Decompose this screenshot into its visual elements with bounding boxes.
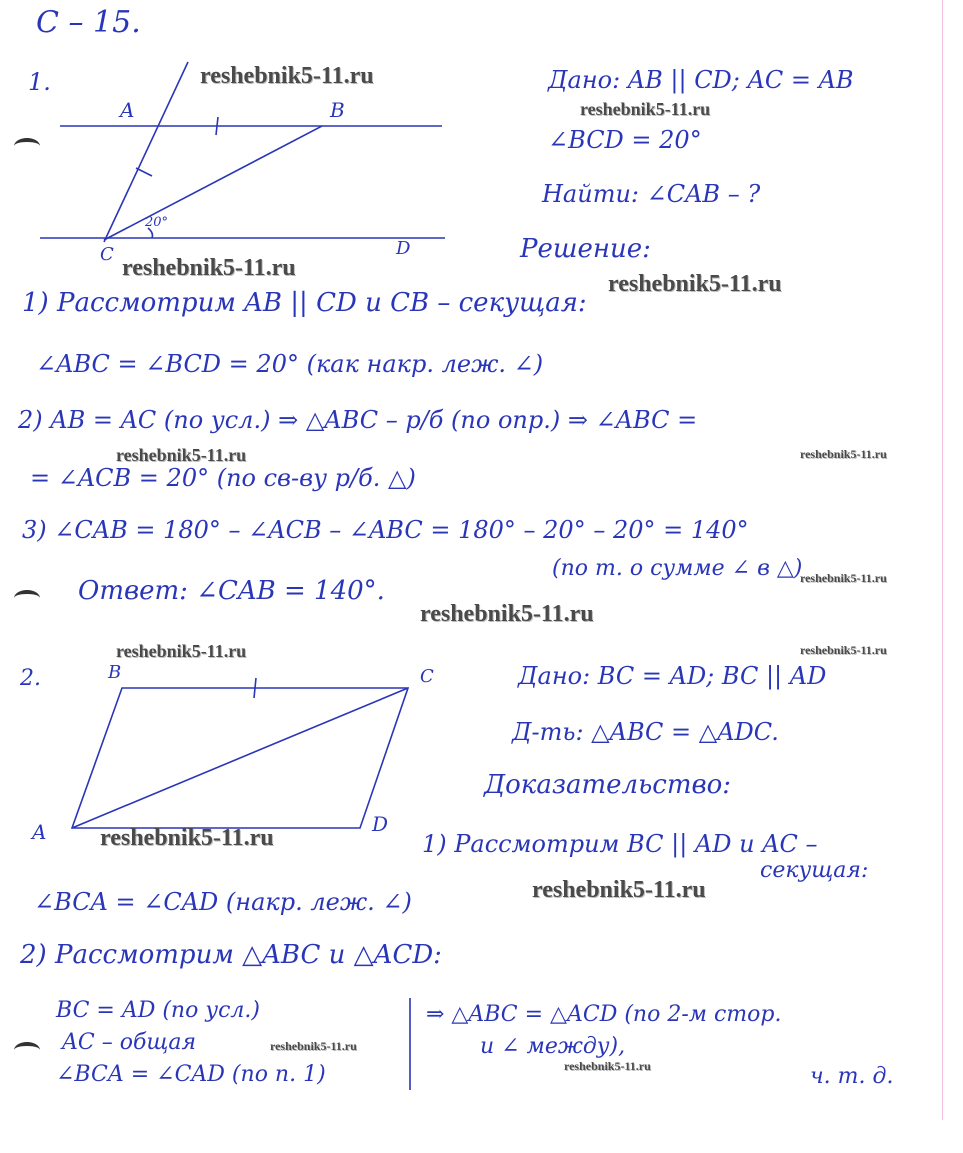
problem2-prove: Д-ть: △ABC = △ADC. [512, 718, 779, 746]
problem2-proof-heading: Доказательство: [484, 770, 732, 800]
problem1-number: 1. [28, 68, 51, 96]
problem2-qed: ч. т. д. [810, 1064, 894, 1089]
watermark: reshebnik5-11.ru [532, 877, 706, 903]
watermark: reshebnik5-11.ru [420, 601, 594, 627]
problem2-step1: 1) Рассмотрим BC || AD и AC – [422, 830, 818, 858]
point-label-d2: D [372, 812, 389, 836]
problem1-given-line2: ∠BCD = 20° [548, 126, 702, 154]
point-label-c: C [100, 244, 114, 265]
watermark: reshebnik5-11.ru [580, 99, 711, 119]
point-label-c2: C [420, 666, 434, 687]
watermark: reshebnik5-11.ru [800, 571, 887, 585]
watermark: reshebnik5-11.ru [800, 643, 887, 657]
watermark: reshebnik5-11.ru [564, 1059, 651, 1073]
page-title: С – 15. [36, 5, 141, 40]
problem1-step2-cont: = ∠ACB = 20° (по св-ву р/б. △) [30, 464, 416, 492]
problem2-condition1: BC = AD (по усл.) [56, 998, 261, 1023]
problem2-condition3: ∠BCA = ∠CAD (по п. 1) [56, 1062, 326, 1087]
problem1-step1: 1) Рассмотрим AB || CD и CB – секущая: [22, 288, 587, 318]
problem2-step1-result: ∠BCA = ∠CAD (накр. леж. ∠) [34, 888, 412, 916]
point-label-d: D [396, 238, 411, 259]
problem2-step2: 2) Рассмотрим △ABC и △ACD: [20, 940, 442, 970]
angle-label: 20° [145, 215, 169, 230]
watermark: reshebnik5-11.ru [270, 1039, 357, 1053]
problem1-step2: 2) AB = AC (по усл.) ⇒ △ABC – р/б (по опр.) ⇒ ∠ABC = [18, 406, 698, 434]
watermark: reshebnik5-11.ru [116, 641, 247, 661]
watermark: reshebnik5-11.ru [608, 271, 782, 297]
problem1-find: Найти: ∠CAB – ? [542, 180, 761, 208]
problem2-conclusion-line1: ⇒ △ABC = △ACD (по 2-м стор. [426, 1002, 782, 1027]
problem1-step1-result: ∠ABC = ∠BCD = 20° (как накр. леж. ∠) [36, 350, 544, 378]
problem1-step3: 3) ∠CAB = 180° – ∠ACB – ∠ABC = 180° – 20° – 20° = 140° [22, 516, 749, 544]
point-label-a2: A [32, 820, 47, 844]
tick-ac [136, 168, 152, 176]
diagonal-ac [72, 688, 408, 828]
problem1-solution-heading: Решение: [520, 234, 651, 264]
tick-bc [254, 678, 256, 698]
problem2-conclusion-line2: и ∠ между), [480, 1034, 626, 1059]
watermark: reshebnik5-11.ru [116, 445, 247, 465]
point-label-b: B [330, 98, 345, 122]
tick-ab [216, 117, 218, 135]
watermark: reshebnik5-11.ru [100, 825, 274, 851]
problem2-step1-cont: секущая: [760, 858, 869, 883]
point-label-a: A [120, 98, 135, 122]
problem1-given-line1: Дано: AB || CD; AC = AB [548, 66, 854, 94]
watermark: reshebnik5-11.ru [200, 63, 374, 89]
watermark: reshebnik5-11.ru [122, 255, 296, 281]
problem2-condition2: AC – общая [62, 1030, 197, 1055]
watermark: reshebnik5-11.ru [800, 447, 887, 461]
problem1-answer: Ответ: ∠CAB = 140°. [78, 576, 385, 606]
point-label-b2: B [108, 662, 122, 683]
problem1-step3-reason: (по т. о сумме ∠ в △) [552, 556, 803, 581]
problem2-given: Дано: BC = AD; BC || AD [518, 662, 827, 690]
problem2-number: 2. [20, 666, 41, 691]
line-cb [104, 126, 322, 240]
